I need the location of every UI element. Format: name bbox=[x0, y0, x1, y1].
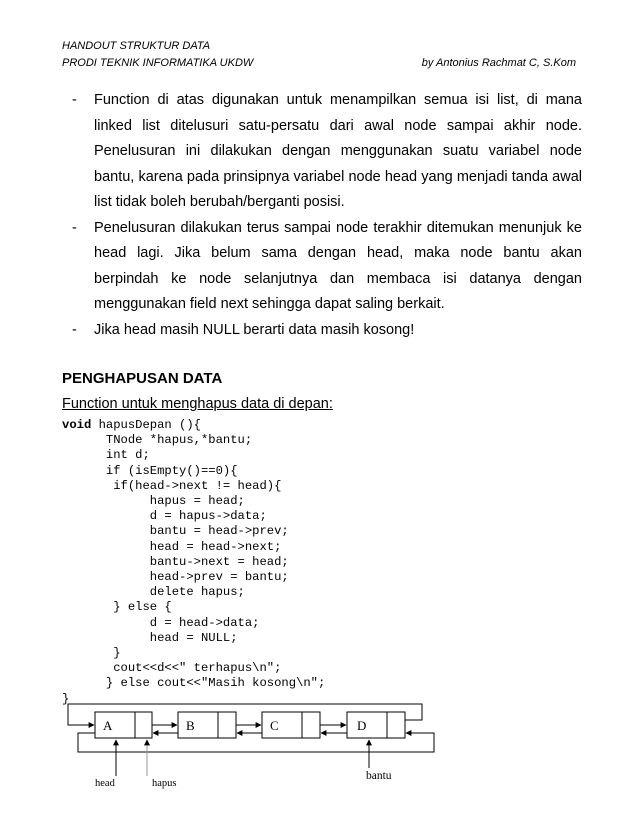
bullet-text: Function di atas digunakan untuk menampilkan semua isi list, di mana linked list ditelusuri satu-persatu dari awal node sampai akhir node. Penelusuran ini dilakukan dengan menggunakan suatu variabel node bantu, karena pada prinsipnya variabel node head yang menjadi tanda awal list tidak boleh berubah/berganti posisi. bbox=[94, 92, 582, 210]
header-program: PRODI TEKNIK INFORMATIKA UKDW bbox=[62, 57, 254, 69]
linked-list-diagram bbox=[0, 700, 638, 826]
header-title: HANDOUT STRUKTUR DATA bbox=[62, 40, 211, 52]
node-label: C bbox=[270, 718, 279, 733]
hapus-label: hapus bbox=[152, 778, 177, 789]
pointer-arrows bbox=[116, 740, 369, 776]
code-first-line: hapusDepan (){ bbox=[91, 418, 201, 432]
node-b bbox=[178, 712, 236, 738]
list-item bbox=[62, 216, 582, 318]
list-item bbox=[62, 318, 582, 344]
section-title: PENGHAPUSAN DATA bbox=[62, 370, 223, 387]
wrap-prev-arrow bbox=[78, 733, 434, 752]
node-label: B bbox=[186, 718, 195, 733]
code-block bbox=[62, 418, 325, 707]
wrap-next-arrow bbox=[68, 704, 422, 725]
list-item bbox=[62, 88, 582, 216]
bullet-text: Penelusuran dilakukan terus sampai node terakhir ditemukan menunjuk ke head lagi. Jika belum sama dengan head, maka node bantu akan berpindah ke node selanjutnya dan membaca isi datanya dengan menggunakan field next sehingga dapat saling berkait. bbox=[94, 219, 582, 312]
head-label: head bbox=[95, 778, 115, 789]
bullet-marker: - bbox=[72, 321, 77, 338]
section-subtitle: Function untuk menghapus data di depan: bbox=[62, 396, 333, 412]
bullet-list bbox=[62, 88, 582, 343]
node-c bbox=[262, 712, 320, 738]
node-label: D bbox=[357, 718, 367, 733]
node-a bbox=[95, 712, 152, 738]
node-label: A bbox=[103, 718, 113, 733]
bullet-marker: - bbox=[72, 92, 77, 108]
bullet-text: Jika head masih NULL berarti data masih kosong! bbox=[94, 321, 415, 338]
code-body: TNode *hapus,*bantu; int d; if (isEmpty()==0){ if(head->next != head){ hapus = head; d = hapus->data; bantu = head->prev; head = head->next; bantu->next = head; head->prev = bantu; delete hapus; } else { d = head->data; head = NULL; } cout<<d<<" terhapus\n"; } else cout<<"Masih kosong\n"; } bbox=[62, 433, 326, 706]
bullet-marker: - bbox=[72, 219, 77, 236]
header-author: by Antonius Rachmat C, S.Kom bbox=[421, 57, 576, 69]
node-d bbox=[347, 712, 405, 738]
code-keyword: void bbox=[62, 418, 92, 432]
bantu-label: bantu bbox=[366, 770, 392, 782]
